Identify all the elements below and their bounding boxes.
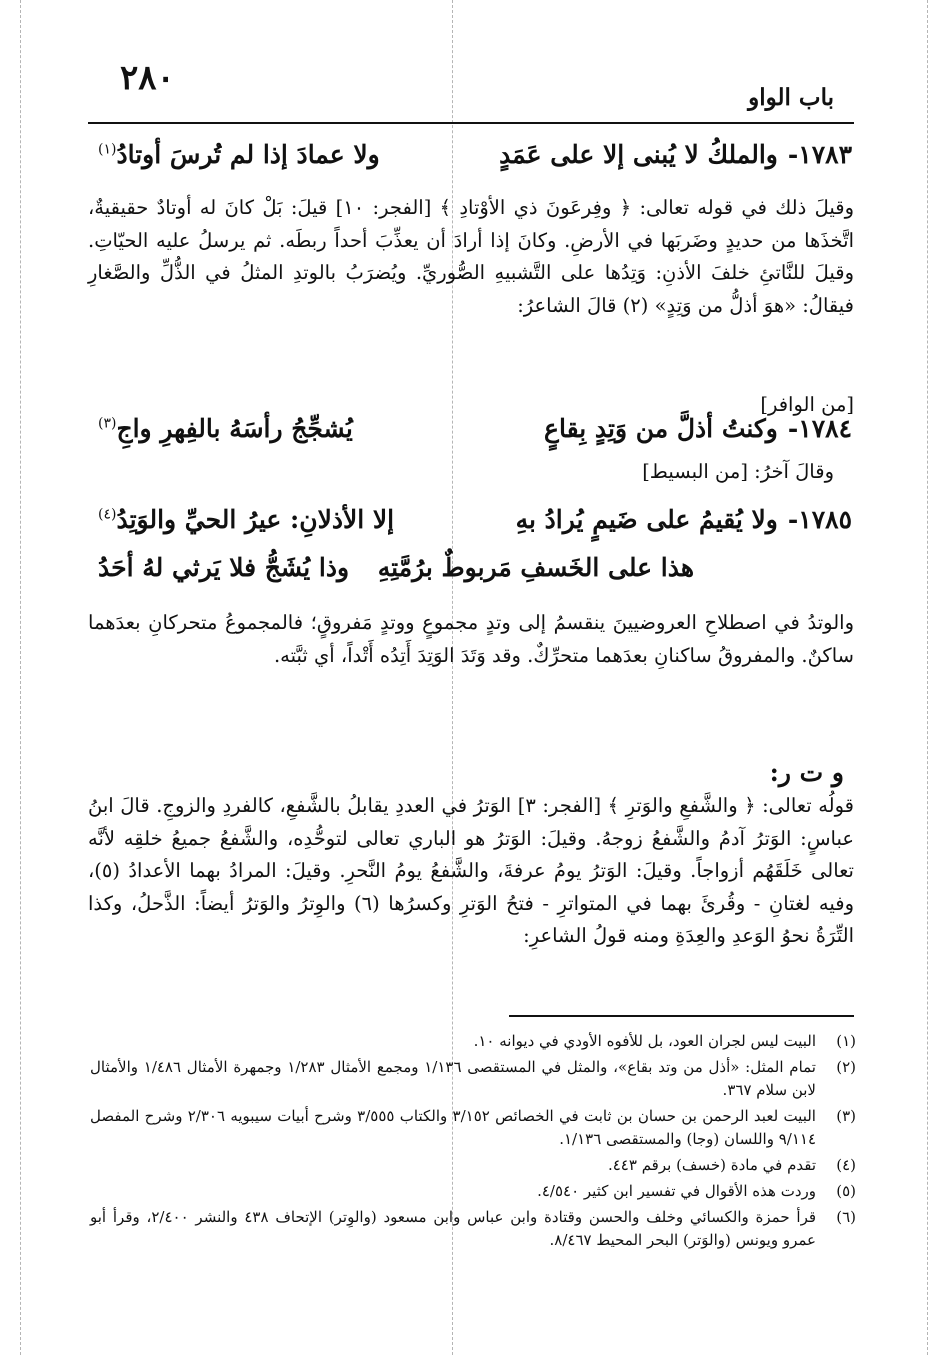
footnote-mark: (٤) <box>836 1156 856 1174</box>
verse-1785-line-2 <box>98 553 694 582</box>
verse-hemistich: إلا الأذلانِ: عيرُ الحيِّ والوَتِدُ <box>116 505 395 534</box>
footnote-text: تمام المثل: «أذل من وتد بقاع»، والمثل في المستقصى ١/١٣٦ ومجمع الأمثال ١/٢٨٣ وجمهرة الأمثال ١/٤٨٦ والأمثال لابن سلام ٣٦٧. <box>90 1058 816 1099</box>
verse-hemistich: يُشجِّجُ رأسَهُ بالفِهرِ واجِ <box>116 414 353 443</box>
footnote-item <box>90 1154 856 1177</box>
paragraph-watad: وقيلَ ذلك في قوله تعالى: ﴿ وفِرعَونَ ذي الأوْتادِ ﴾ [الفجر: ١٠] قيلَ: بَلْ كانَ له أوتادٌ حقيقيةٌ، اتَّخذَها من حديدٍ وضَربَها في الأرضِ. وكانَ إذا أرادَ أن يعذِّبَ أحداً ربطَه. ثم يرسلُ عليه الحيّاتِ. وقيلَ للنَّاتئِ خلفَ الأذنِ: وَتِدُها على التَّشبيهِ الصُّوريِّ. ويُضرَبُ بالوتدِ المثلُ في الذُّلِّ والصَّغارِ فيقالُ: «هوَ أذلُّ من وَتِدٍ» (٢) قالَ الشاعرُ: <box>88 196 855 317</box>
footnote-mark: (٥) <box>836 1182 856 1200</box>
paragraph-watr: قولُه تعالى: ﴿ والشَّفعِ والوَترِ ﴾ [الفجر: ٣] الوَترُ في العددِ يقابلُ بالشَّفعِ، كالفردِ والزوجِ. قالَ ابنُ عباسٍ: الوَترُ آدمُ والشَّفعُ زوجهُ. وقيلَ: الوَترُ هو الباري تعالى لتوحُّدِه، والشَّفعُ جميعُ خلقِه لأنَّه تعالى خَلَقَهُم أزواجاً. وقيلَ: الوَترُ يومُ عرفةَ، والشَّفعُ يومُ النَّحرِ. وقيلَ: المرادُ بهما الأعدادُ (٥)، وفيه لغتانِ - وقُرئَ بهما في المتواترِ - فتحُ الوَترِ وكسرُها (٦) والوِترُ والوَترُ أيضاً: الذَّحلُ، وكذا التِّرَةُ نحوُ الوَعدِ والعِدَةِ ومنه قولُ الشاعرِ: <box>88 794 854 947</box>
header-rule <box>88 122 854 124</box>
footnote-item <box>90 1105 856 1151</box>
verse-hemistich: ولا عمادَ إذا لم تُرسَ أوتادُ <box>116 140 380 169</box>
paragraph-prosody: والوتدُ في اصطلاحِ العروضيينَ ينقسمُ إلى وتدٍ مجموعٍ ووتدٍ مَفروقٍ؛ فالمجموعُ متحركانِ بعدَهما ساكنٌ. والمفروقُ ساكنانِ بعدَهما متحرِّكٌ. وقد وَتَدَ الوَتِدَ أَتِدُه أَتْداً، أي ثبَّته. <box>88 611 854 667</box>
footnote-ref: (٤) <box>98 506 117 523</box>
verse-1785-line-1 <box>98 505 852 534</box>
section-heading: و ت ر: <box>769 758 844 787</box>
footnote-mark: (٢) <box>836 1058 856 1076</box>
footnote-item <box>90 1180 856 1203</box>
footnote-text: قرأ حمزة والكسائي وخلف والحسن وقتادة وابن عباس وابن مسعود (والوِتر) الإتحاف ٤٣٨ والنشر ٢/٤٠٠، وقرأ أبو عمرو ويونس (والوَتر) البحر المحيط ٨/٤٦٧. <box>90 1208 817 1249</box>
footnote-mark: (٦) <box>836 1208 856 1226</box>
footnote-item <box>90 1206 856 1252</box>
verse-number: ١٧٨٣- <box>787 140 852 169</box>
verse-intro: وقالَ آخرُ: [من البسيط] <box>642 460 834 483</box>
footnote-text: البيت لعبد الرحمن بن حسان بن ثابت في الخصائص ٣/١٥٢ والكتاب ٣/٥٥٥ وشرح أبيات سيبويه ٢/٣٠٦ وشرح المفصل ٩/١١٤ واللسان (وجا) والمستقصى ١/١٣٦. <box>90 1107 816 1148</box>
footnote-ref: (٣) <box>98 415 117 432</box>
verse-number: ١٧٨٥- <box>787 505 852 534</box>
footnote-text: وردت هذه الأقوال في تفسير ابن كثير ٤/٥٤٠. <box>537 1182 816 1200</box>
chapter-title: باب الواو <box>748 84 834 111</box>
verse-hemistich: هذا على الخَسفِ مَربوطٌ برُمَّتِهِ <box>377 553 694 582</box>
footnote-mark: (١) <box>836 1032 856 1050</box>
verse-hemistich: وذا يُشَجُّ فلا يَرثي لهُ أحَدُ <box>98 553 350 582</box>
footnote-rule <box>509 1015 854 1017</box>
meter-label: [من الوافر] <box>760 393 854 416</box>
footnote-item <box>90 1030 856 1053</box>
verse-1784 <box>98 414 852 443</box>
footnote-item <box>90 1056 856 1102</box>
footnotes <box>90 1030 856 1255</box>
footnote-mark: (٣) <box>836 1107 856 1125</box>
verse-1783 <box>98 140 852 169</box>
footnote-ref: (١) <box>98 141 117 158</box>
verse-hemistich: ولا يُقيمُ على ضَيمٍ يُرادُ بهِ <box>515 505 778 534</box>
footnote-text: تقدم في مادة (خسف) برقم ٤٤٣. <box>607 1156 816 1174</box>
verse-hemistich: والملكُ لا يُبنى إلا على عَمَدٍ <box>499 140 778 169</box>
page-number: ٢٨٠ <box>120 58 175 98</box>
verse-number: ١٧٨٤- <box>787 414 852 443</box>
footnote-text: البيت ليس لجران العود، بل للأفوه الأودي في ديوانه ١٠. <box>473 1032 816 1050</box>
verse-hemistich: وكنتُ أذلَّ من وَتِدٍ بِقاعٍ <box>544 414 778 443</box>
